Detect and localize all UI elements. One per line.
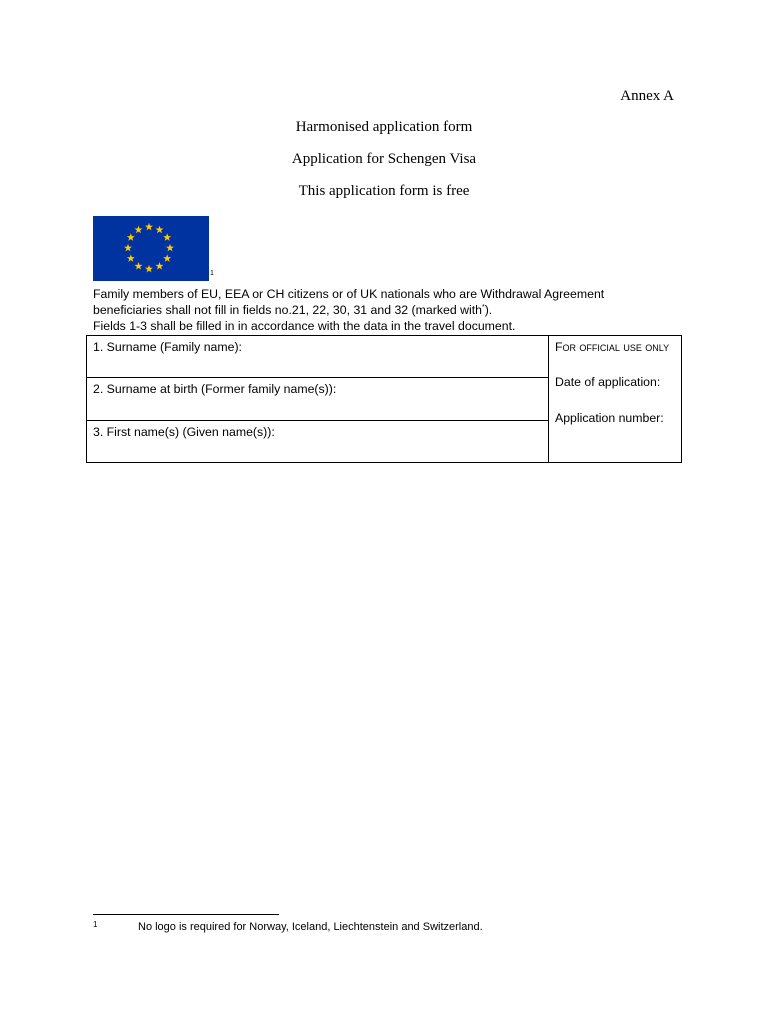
free-form-note: This application form is free bbox=[298, 183, 470, 199]
flag-footnote-ref: 1 bbox=[210, 270, 214, 277]
date-of-application-label: Date of application: bbox=[555, 375, 661, 389]
official-use-box bbox=[549, 336, 681, 462]
application-form-table bbox=[86, 335, 682, 463]
intro-line-1: Family members of EU, EEA or CH citizens or of UK nationals who are Withdrawal Agreement bbox=[93, 287, 605, 301]
surname-field[interactable]: 1. Surname (Family name): bbox=[87, 336, 548, 378]
form-title: Harmonised application form bbox=[295, 119, 473, 135]
footnote-divider bbox=[93, 914, 279, 915]
footnote-mark: 1 bbox=[93, 920, 98, 929]
intro-text bbox=[93, 286, 693, 334]
footnote-text: No logo is required for Norway, Iceland, Liechtenstein and Switzerland. bbox=[138, 921, 483, 933]
intro-line-2: beneficiaries shall not fill in fields no.21, 22, 30, 31 and 32 (marked with*). bbox=[93, 303, 493, 317]
application-number-label: Application number: bbox=[555, 411, 664, 425]
surname-at-birth-field[interactable]: 2. Surname at birth (Former family name(s)): bbox=[87, 378, 548, 420]
official-use-heading: For official use only bbox=[555, 340, 670, 354]
eu-flag-icon bbox=[93, 216, 209, 281]
applicant-fields bbox=[87, 336, 549, 462]
annex-label: Annex A bbox=[620, 88, 674, 104]
asterisk-mark: * bbox=[481, 303, 485, 311]
first-name-field[interactable]: 3. First name(s) (Given name(s)): bbox=[93, 424, 275, 439]
form-subtitle: Application for Schengen Visa bbox=[291, 151, 477, 167]
intro-line-3: Fields 1-3 shall be filled in in accordance with the data in the travel document. bbox=[93, 319, 516, 333]
